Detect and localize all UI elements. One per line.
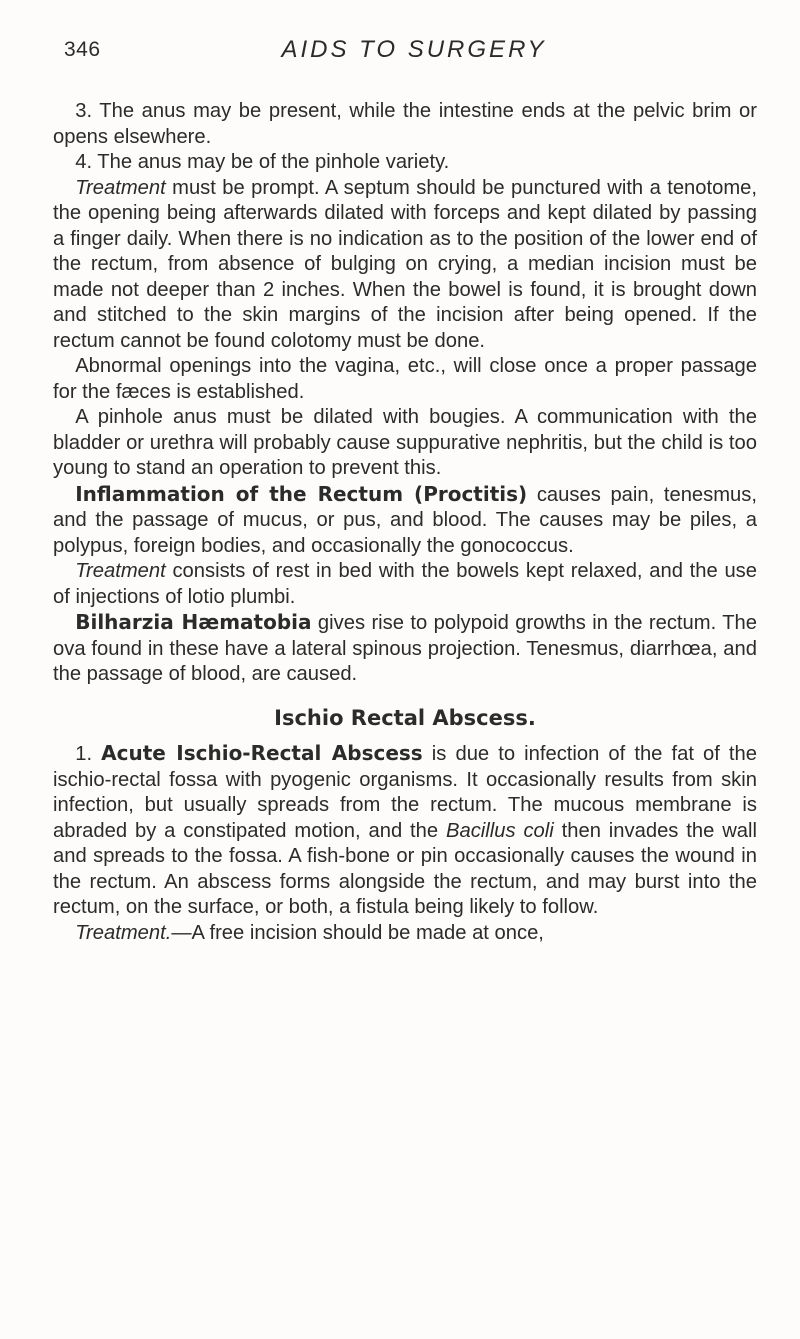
paragraph: Abnormal openings into the vagina, etc., will close once a proper passage for the fæces is established. (53, 355, 757, 403)
bold-lead: Inflammation of the Rectum (Proctitis) (75, 481, 528, 506)
paragraph: Treatment must be prompt. A septum should be punctured with a tenotome, the opening being afterwards dilated with forceps and kept dilated by passing a finger daily. When there is no indication as to the position of the lower end of the rectum, from absence of bulging on crying, a median incision must be made not deeper than 2 inches. When the bowel is found, it is brought down and stitched to the skin margins of the incision after being opened. If the rectum cannot be found colotomy must be done. (53, 176, 757, 352)
page-number: 346 (64, 38, 101, 61)
italic-lead: Treatment (75, 176, 166, 199)
body-text (53, 99, 757, 946)
running-title: AIDS TO SURGERY (281, 36, 547, 63)
page-header (64, 32, 764, 72)
paragraph: 1. Acute Ischio-Rectal Abscess is due to infection of the fat of the ischio-rectal fossa with pyogenic organisms. It occasionally results from skin infection, but usually spreads from the rectum. The mucous membrane is abraded by a constipated motion, and the Bacillus coli then invades the wall and spreads to the fossa. A fish-bone or pin occasionally causes the wound in the rectum. An abscess forms alongside the rectum, and may burst into the rectum, on the surface, or both, a fistula being likely to follow. (53, 741, 757, 918)
paragraph: 3. The anus may be present, while the intestine ends at the pelvic brim or opens elsewhere. (53, 100, 757, 148)
paragraph: Bilharzia Hæmatobia gives rise to polypoid growths in the rectum. The ova found in these have a lateral spinous projection. Tenesmus, diarrhœa, and the passage of blood, are caused. (53, 610, 758, 685)
bold-lead: Bilharzia Hæmatobia (75, 610, 312, 634)
italic-lead: Treatment. (75, 921, 172, 944)
paragraph: Treatment.—A free incision should be made at once, (75, 921, 544, 944)
paragraph: Inflammation of the Rectum (Proctitis) causes pain, tenesmus, and the passage of mucus, or pus, and blood. The causes may be piles, a polypus, foreign bodies, and occasionally the gonococcus. (53, 481, 757, 557)
italic-lead: Treatment (75, 560, 166, 582)
paragraph: Treatment consists of rest in bed with the bowels kept relaxed, and the use of injections of lotio plumbi. (53, 560, 757, 608)
paragraph: A pinhole anus must be dilated with bougies. A communication with the bladder or urethra will probably cause suppurative nephritis, but the child is too young to stand an operation to prevent this. (53, 406, 757, 479)
paragraph: 4. The anus may be of the pinhole variety. (75, 151, 450, 173)
bold-lead: Acute Ischio-Rectal Abscess (101, 741, 423, 765)
italic-term: Bacillus coli (446, 819, 554, 842)
section-heading: Ischio Rectal Abscess. (274, 705, 536, 730)
